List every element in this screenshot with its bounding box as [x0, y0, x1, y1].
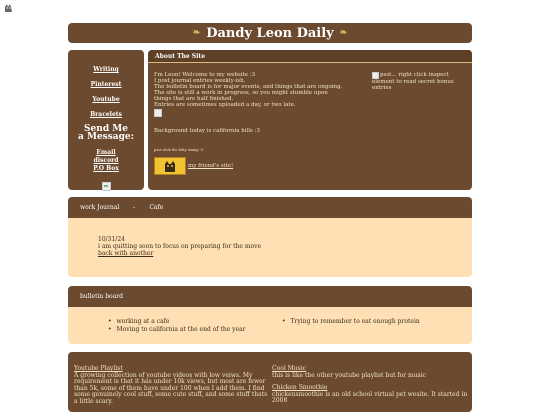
journal-entry: [98, 236, 261, 257]
about-line: The site is still a work in progress, so you might stumble upon: [154, 90, 328, 96]
about-body: [154, 72, 364, 175]
about-line: The bulletin board is for major events, and things that are ongoing.: [154, 84, 343, 90]
about-line: I post journal entries weekly-ish.: [154, 78, 246, 84]
about-line: I'm Leon! Welcome to my website :3: [154, 72, 256, 78]
links-panel: [68, 352, 472, 412]
links-column-right: [272, 366, 468, 405]
bulletin-panel: [68, 286, 472, 344]
bulletin-list-right: [282, 318, 420, 334]
about-title: About The Site: [148, 50, 472, 63]
journal-tabs: [68, 197, 472, 218]
background-note: Background today is california hills :3: [154, 128, 260, 134]
chicken-smoothie-desc: chickensmoothie is an old school virtual pet wesite. It started in 2008: [272, 390, 468, 404]
entry-link[interactable]: back with another: [98, 250, 154, 257]
tab-cafe[interactable]: Cafe: [149, 204, 164, 211]
nav-link-pinterest[interactable]: Pinterest: [90, 81, 122, 88]
bulletin-items: [68, 307, 472, 334]
tab-separator: -: [133, 204, 136, 211]
contact-link-email[interactable]: Email: [96, 149, 116, 156]
tab-work-journal[interactable]: work Journal: [80, 204, 120, 211]
about-line: things that are half finished.: [154, 96, 234, 102]
about-line: Entries are sometimes uploaded a day, or two late.: [154, 102, 296, 108]
journal-panel: [68, 197, 472, 277]
nav-link-writing[interactable]: Writing: [93, 66, 119, 73]
corner-avatar-icon: [2, 2, 15, 14]
kitty-stamp-icon[interactable]: [154, 157, 186, 175]
contact-link-discord[interactable]: discord: [93, 157, 119, 164]
links-column-left: [74, 366, 270, 405]
sidebar-nav: [68, 50, 144, 190]
youtube-playlist-desc: A growing collection of youtube videos with low veiws. My requirement is that it has under 10k views, but most are fewer than 5k, some of them have under 100 when I add them. I find some genuinely cool stuff, some cute stuff, and some stuff thats a little scary.: [74, 371, 268, 405]
about-panel: [148, 50, 472, 190]
list-item: • Moving to california at the end of the year: [108, 326, 282, 334]
broken-image-icon: [102, 182, 111, 191]
nav-link-bracelets[interactable]: Bracelets: [90, 111, 122, 118]
nav-link-youtube[interactable]: Youtube: [92, 96, 120, 103]
secret-note: psst... right click inspect element to read secret bonus entries: [372, 72, 454, 91]
contact-links: [68, 149, 144, 173]
friend-site-link[interactable]: my friend's site!: [188, 163, 234, 169]
youtube-playlist-link[interactable]: Youtube Playlist: [74, 365, 123, 372]
broken-image-icon: [372, 72, 379, 79]
send-message-heading: Send Me a Message:: [78, 124, 134, 142]
flourish-left-icon: ❧: [192, 28, 201, 38]
list-item: • Trying to remember to eat enough protein: [282, 318, 420, 326]
hint-text: psst click the kitty stamp :3: [154, 148, 204, 152]
bulletin-list-left: [108, 318, 282, 334]
entry-date: 10/31/24: [98, 236, 125, 243]
site-title: Dandy Leon Daily: [206, 25, 334, 41]
contact-link-po-box[interactable]: P.O Box: [93, 165, 119, 172]
cool-music-desc: this is like the other youtube playlist but for music: [272, 371, 426, 379]
chicken-smoothie-link[interactable]: Chicken Smoothie: [272, 384, 328, 391]
cool-music-link[interactable]: Cool Music: [272, 365, 307, 372]
list-item: • working at a cafe: [108, 318, 282, 326]
broken-image-icon: [154, 109, 162, 117]
friend-row: [154, 157, 364, 175]
entry-text: i am quitting soon to focus on preparing for the move: [98, 243, 262, 250]
bulletin-title: bulletin board: [68, 286, 472, 307]
site-header: [68, 23, 472, 43]
flourish-right-icon: ❧: [339, 28, 348, 38]
